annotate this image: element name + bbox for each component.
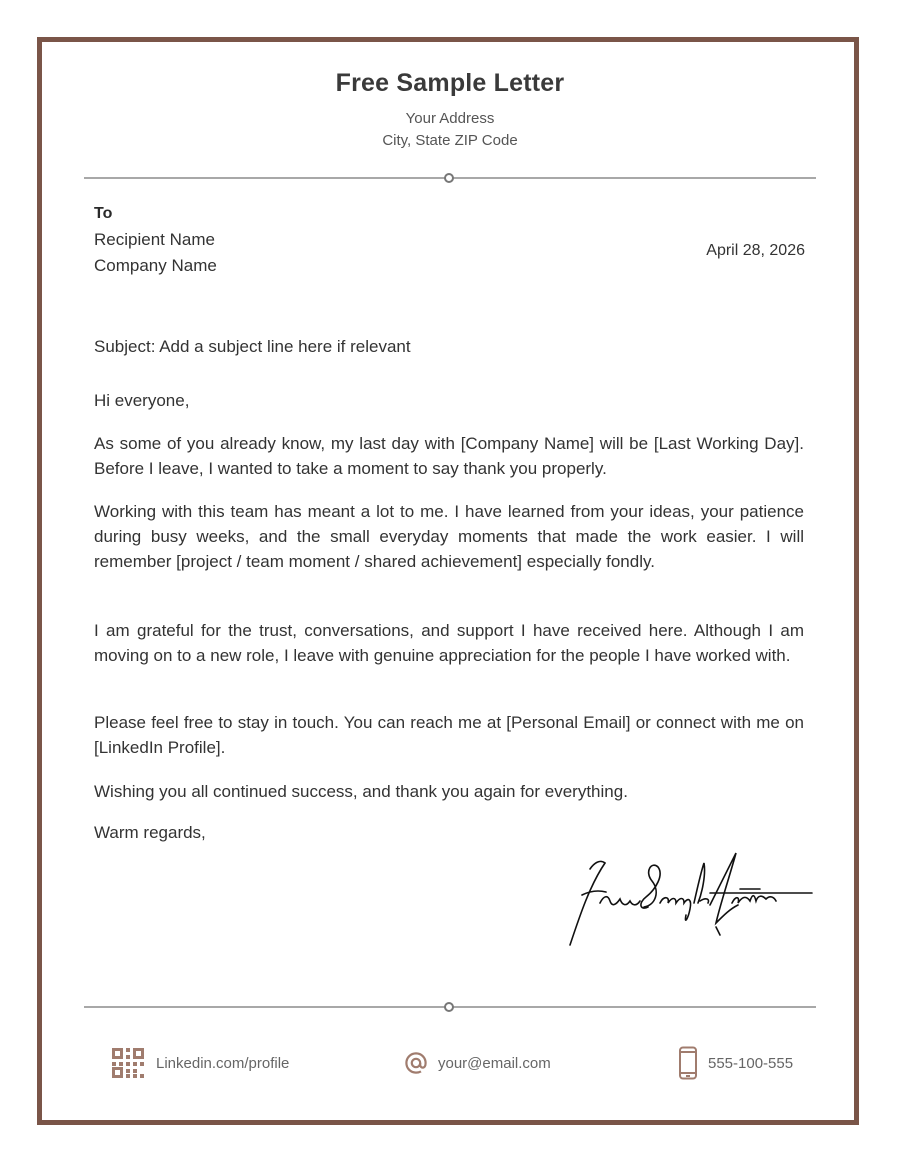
body-paragraph-1: As some of you already know, my last day with [Company Name] will be [Last Working Day]. Before I leave, I wanted to take a moment to say thank you properly.	[94, 434, 804, 478]
email-text: your@email.com	[438, 1054, 551, 1072]
subject-line: Subject: Add a subject line here if relevant	[94, 337, 411, 356]
header-divider	[84, 177, 816, 179]
at-icon	[404, 1051, 428, 1075]
footer-linkedin[interactable]	[110, 1045, 289, 1081]
sender-address-line1: Your Address	[405, 110, 495, 127]
sender-address-line2: City, State ZIP Code	[382, 132, 518, 149]
qr-code-icon	[110, 1046, 146, 1080]
signature-icon	[560, 845, 820, 955]
footer-email[interactable]	[404, 1045, 551, 1081]
page-frame	[37, 37, 859, 1125]
body-paragraph-4: Please feel free to stay in touch. You can reach me at [Personal Email] or connect with me on [LinkedIn Profile].	[94, 713, 804, 757]
recipient-company: Company Name	[94, 256, 217, 275]
greeting: Hi everyone,	[94, 391, 190, 410]
recipient-name: Recipient Name	[94, 230, 215, 249]
body-paragraph-3: I am grateful for the trust, conversations, and support I have received here. Although I am moving on to a new role, I leave with genuine appreciation for the people I have worked with.	[94, 621, 804, 665]
linkedin-text: Linkedin.com/profile	[156, 1054, 290, 1072]
footer-phone[interactable]	[678, 1045, 793, 1081]
body-paragraph-5: Wishing you all continued success, and thank you again for everything.	[94, 782, 628, 801]
letter-date: April 28, 2026	[706, 242, 805, 259]
phone-icon	[678, 1046, 698, 1080]
closing: Warm regards,	[94, 823, 206, 842]
phone-text: 555-100-555	[708, 1054, 794, 1072]
letter-title: Free Sample Letter	[335, 69, 565, 97]
divider-dot	[444, 1002, 454, 1012]
body-paragraph-2: Working with this team has meant a lot to me. I have learned from your ideas, your patience during busy weeks, and the small everyday moments that made the work easier. I will remember [project / team moment / shared achievement] especially fondly.	[94, 502, 804, 571]
divider-dot	[444, 173, 454, 183]
footer-divider	[84, 1006, 816, 1008]
recipient-label: To	[94, 205, 113, 222]
